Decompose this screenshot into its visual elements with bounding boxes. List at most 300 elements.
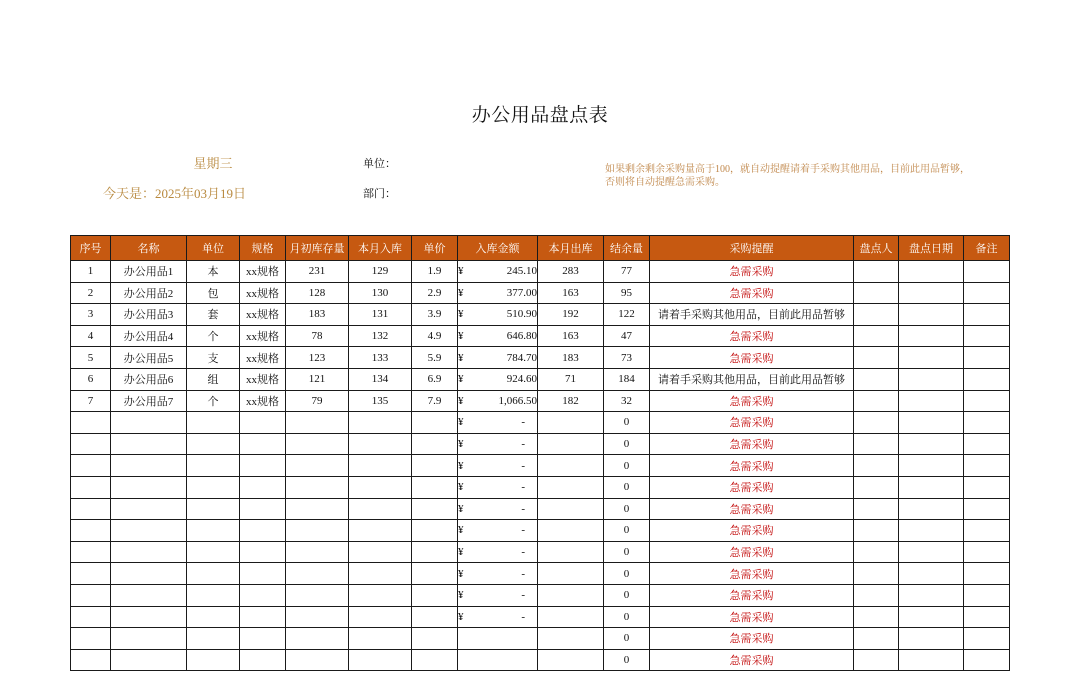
cell-no: 7 xyxy=(71,390,111,412)
amount-value: 510.90 xyxy=(506,308,537,321)
cell-inbound xyxy=(349,433,412,455)
cell-balance: 0 xyxy=(604,455,650,477)
cell-balance: 73 xyxy=(604,347,650,369)
department-label: 部门： xyxy=(363,188,396,200)
cell-inbound xyxy=(349,541,412,563)
cell-unit xyxy=(187,433,240,455)
cell-amount xyxy=(458,261,538,283)
cell-outbound: 163 xyxy=(538,325,604,347)
cell-remark xyxy=(964,455,1010,477)
header-check-date: 盘点日期 xyxy=(899,236,964,261)
cell-name xyxy=(111,628,187,650)
cell-outbound xyxy=(538,628,604,650)
table-row xyxy=(71,433,1010,455)
cell-reminder: 急需采购 xyxy=(650,433,854,455)
cell-opening-stock: 183 xyxy=(286,304,349,326)
cell-amount xyxy=(458,520,538,542)
cell-inbound: 129 xyxy=(349,261,412,283)
cell-unit-price: 2.9 xyxy=(412,282,458,304)
cell-inbound: 131 xyxy=(349,304,412,326)
cell-spec: xx规格 xyxy=(240,368,286,390)
cell-outbound xyxy=(538,455,604,477)
cell-outbound: 71 xyxy=(538,368,604,390)
cell-reminder: 急需采购 xyxy=(650,649,854,671)
cell-reminder: 急需采购 xyxy=(650,628,854,650)
cell-unit-price xyxy=(412,498,458,520)
cell-unit xyxy=(187,606,240,628)
cell-opening-stock xyxy=(286,455,349,477)
cell-inbound: 134 xyxy=(349,368,412,390)
cell-unit: 个 xyxy=(187,390,240,412)
table-row xyxy=(71,520,1010,542)
cell-inbound xyxy=(349,649,412,671)
cell-outbound: 163 xyxy=(538,282,604,304)
cell-unit-price xyxy=(412,455,458,477)
weekday-label: 星期三 xyxy=(193,156,233,171)
amount-value: - xyxy=(521,589,525,602)
header-no: 序号 xyxy=(71,236,111,261)
cell-remark xyxy=(964,563,1010,585)
header-opening-stock: 月初库存量 xyxy=(286,236,349,261)
cell-remark xyxy=(964,412,1010,434)
cell-opening-stock: 121 xyxy=(286,368,349,390)
cell-amount xyxy=(458,433,538,455)
cell-checker xyxy=(854,368,899,390)
cell-outbound: 182 xyxy=(538,390,604,412)
cell-opening-stock: 78 xyxy=(286,325,349,347)
cell-spec xyxy=(240,628,286,650)
cell-inbound xyxy=(349,520,412,542)
cell-balance: 0 xyxy=(604,412,650,434)
cell-unit: 包 xyxy=(187,282,240,304)
currency-symbol: ¥ xyxy=(458,394,464,407)
cell-check-date xyxy=(899,649,964,671)
cell-outbound xyxy=(538,563,604,585)
cell-inbound xyxy=(349,628,412,650)
cell-no xyxy=(71,498,111,520)
cell-opening-stock: 128 xyxy=(286,282,349,304)
currency-symbol: ¥ xyxy=(458,265,464,278)
cell-amount xyxy=(458,541,538,563)
header-spec: 规格 xyxy=(240,236,286,261)
table-row xyxy=(71,541,1010,563)
cell-remark xyxy=(964,390,1010,412)
cell-amount xyxy=(458,347,538,369)
cell-outbound: 192 xyxy=(538,304,604,326)
cell-reminder: 急需采购 xyxy=(650,476,854,498)
cell-outbound xyxy=(538,584,604,606)
cell-check-date xyxy=(899,412,964,434)
currency-symbol: ¥ xyxy=(458,524,464,537)
cell-reminder: 急需采购 xyxy=(650,347,854,369)
reminder-note-line: 如果剩余剩余采购量高于100，就自动提醒请着手采购其他用品，目前此用品暂够， xyxy=(605,164,970,175)
cell-spec xyxy=(240,584,286,606)
cell-no: 1 xyxy=(71,261,111,283)
cell-opening-stock xyxy=(286,606,349,628)
currency-symbol: ¥ xyxy=(458,330,464,343)
cell-reminder: 急需采购 xyxy=(650,563,854,585)
cell-remark xyxy=(964,433,1010,455)
cell-amount xyxy=(458,649,538,671)
cell-spec: xx规格 xyxy=(240,390,286,412)
cell-inbound xyxy=(349,412,412,434)
cell-amount xyxy=(458,304,538,326)
cell-unit xyxy=(187,584,240,606)
cell-remark xyxy=(964,282,1010,304)
cell-amount xyxy=(458,584,538,606)
header-outbound: 本月出库 xyxy=(538,236,604,261)
cell-amount xyxy=(458,368,538,390)
cell-no xyxy=(71,455,111,477)
cell-opening-stock xyxy=(286,520,349,542)
cell-unit: 支 xyxy=(187,347,240,369)
cell-check-date xyxy=(899,282,964,304)
cell-checker xyxy=(854,455,899,477)
cell-remark xyxy=(964,347,1010,369)
cell-check-date xyxy=(899,433,964,455)
cell-spec xyxy=(240,541,286,563)
amount-value: - xyxy=(521,524,525,537)
table-row xyxy=(71,563,1010,585)
cell-inbound: 132 xyxy=(349,325,412,347)
currency-symbol: ¥ xyxy=(458,286,464,299)
cell-outbound: 183 xyxy=(538,347,604,369)
cell-name xyxy=(111,498,187,520)
cell-reminder: 急需采购 xyxy=(650,261,854,283)
cell-balance: 47 xyxy=(604,325,650,347)
header-inbound: 本月入库 xyxy=(349,236,412,261)
cell-balance: 0 xyxy=(604,476,650,498)
header-amount: 入库金额 xyxy=(458,236,538,261)
cell-unit-price: 5.9 xyxy=(412,347,458,369)
cell-outbound xyxy=(538,412,604,434)
header-unit: 单位 xyxy=(187,236,240,261)
cell-spec xyxy=(240,606,286,628)
cell-no xyxy=(71,476,111,498)
cell-remark xyxy=(964,606,1010,628)
cell-checker xyxy=(854,282,899,304)
cell-name: 办公用品6 xyxy=(111,368,187,390)
cell-balance: 0 xyxy=(604,541,650,563)
currency-symbol: ¥ xyxy=(458,481,464,494)
cell-name xyxy=(111,455,187,477)
cell-spec: xx规格 xyxy=(240,347,286,369)
cell-no xyxy=(71,412,111,434)
cell-unit-price: 3.9 xyxy=(412,304,458,326)
cell-reminder: 急需采购 xyxy=(650,282,854,304)
table-row xyxy=(71,282,1010,304)
cell-checker xyxy=(854,304,899,326)
cell-inbound xyxy=(349,498,412,520)
cell-inbound: 133 xyxy=(349,347,412,369)
amount-value: - xyxy=(521,610,525,623)
cell-unit-price xyxy=(412,649,458,671)
cell-check-date xyxy=(899,498,964,520)
cell-balance: 95 xyxy=(604,282,650,304)
cell-no xyxy=(71,433,111,455)
cell-remark xyxy=(964,520,1010,542)
cell-inbound xyxy=(349,606,412,628)
cell-no xyxy=(71,584,111,606)
amount-value: 784.70 xyxy=(506,351,537,364)
cell-unit-price xyxy=(412,584,458,606)
cell-checker xyxy=(854,563,899,585)
cell-opening-stock: 79 xyxy=(286,390,349,412)
cell-unit-price: 4.9 xyxy=(412,325,458,347)
cell-unit-price xyxy=(412,476,458,498)
cell-no xyxy=(71,563,111,585)
cell-checker xyxy=(854,520,899,542)
cell-name: 办公用品1 xyxy=(111,261,187,283)
cell-balance: 0 xyxy=(604,520,650,542)
cell-balance: 184 xyxy=(604,368,650,390)
cell-opening-stock xyxy=(286,649,349,671)
amount-value: - xyxy=(521,416,525,429)
table-row xyxy=(71,261,1010,283)
cell-outbound xyxy=(538,541,604,563)
currency-symbol: ¥ xyxy=(458,416,464,429)
cell-check-date xyxy=(899,347,964,369)
currency-symbol: ¥ xyxy=(458,351,464,364)
cell-checker xyxy=(854,541,899,563)
cell-unit-price xyxy=(412,412,458,434)
cell-unit-price xyxy=(412,433,458,455)
amount-value: 646.80 xyxy=(506,330,537,343)
header-reminder: 采购提醒 xyxy=(650,236,854,261)
cell-unit: 套 xyxy=(187,304,240,326)
cell-amount xyxy=(458,498,538,520)
cell-name xyxy=(111,606,187,628)
cell-unit-price xyxy=(412,520,458,542)
cell-name: 办公用品5 xyxy=(111,347,187,369)
cell-unit-price: 6.9 xyxy=(412,368,458,390)
cell-reminder: 急需采购 xyxy=(650,541,854,563)
table-row xyxy=(71,584,1010,606)
cell-outbound xyxy=(538,476,604,498)
header-remark: 备注 xyxy=(964,236,1010,261)
cell-check-date xyxy=(899,304,964,326)
cell-balance: 0 xyxy=(604,433,650,455)
cell-unit xyxy=(187,455,240,477)
cell-no: 5 xyxy=(71,347,111,369)
currency-symbol: ¥ xyxy=(458,502,464,515)
cell-balance: 122 xyxy=(604,304,650,326)
cell-opening-stock: 231 xyxy=(286,261,349,283)
cell-name xyxy=(111,412,187,434)
cell-balance: 0 xyxy=(604,649,650,671)
amount-value: - xyxy=(521,481,525,494)
table-row xyxy=(71,628,1010,650)
cell-unit: 个 xyxy=(187,325,240,347)
cell-outbound xyxy=(538,498,604,520)
cell-reminder: 急需采购 xyxy=(650,325,854,347)
table-row xyxy=(71,390,1010,412)
cell-outbound xyxy=(538,649,604,671)
amount-value: - xyxy=(521,459,525,472)
inventory-table xyxy=(70,235,1010,671)
cell-outbound xyxy=(538,606,604,628)
amount-value: 1,066.50 xyxy=(498,394,537,407)
cell-balance: 0 xyxy=(604,628,650,650)
cell-unit-price xyxy=(412,541,458,563)
cell-checker xyxy=(854,261,899,283)
cell-no xyxy=(71,520,111,542)
currency-symbol: ¥ xyxy=(458,610,464,623)
cell-amount xyxy=(458,455,538,477)
table-row xyxy=(71,455,1010,477)
cell-check-date xyxy=(899,476,964,498)
cell-balance: 0 xyxy=(604,584,650,606)
amount-value: 377.00 xyxy=(506,286,537,299)
table-row xyxy=(71,347,1010,369)
cell-unit xyxy=(187,541,240,563)
cell-checker xyxy=(854,628,899,650)
cell-check-date xyxy=(899,325,964,347)
cell-opening-stock xyxy=(286,412,349,434)
table-header-row xyxy=(71,236,1010,261)
cell-name xyxy=(111,584,187,606)
cell-unit xyxy=(187,520,240,542)
cell-check-date xyxy=(899,455,964,477)
cell-opening-stock: 123 xyxy=(286,347,349,369)
cell-spec: xx规格 xyxy=(240,325,286,347)
cell-spec xyxy=(240,412,286,434)
cell-remark xyxy=(964,498,1010,520)
cell-check-date xyxy=(899,261,964,283)
cell-outbound xyxy=(538,520,604,542)
currency-symbol: ¥ xyxy=(458,589,464,602)
cell-name: 办公用品7 xyxy=(111,390,187,412)
cell-checker xyxy=(854,476,899,498)
cell-inbound: 135 xyxy=(349,390,412,412)
amount-value: - xyxy=(521,567,525,580)
today-date-label: 今天是：2025年03月19日 xyxy=(103,186,247,201)
cell-reminder: 急需采购 xyxy=(650,455,854,477)
cell-spec xyxy=(240,433,286,455)
cell-name xyxy=(111,541,187,563)
cell-unit-price xyxy=(412,563,458,585)
amount-value: - xyxy=(521,546,525,559)
cell-outbound: 283 xyxy=(538,261,604,283)
header-name: 名称 xyxy=(111,236,187,261)
cell-unit: 组 xyxy=(187,368,240,390)
cell-unit xyxy=(187,563,240,585)
cell-name xyxy=(111,563,187,585)
cell-reminder: 急需采购 xyxy=(650,606,854,628)
cell-opening-stock xyxy=(286,433,349,455)
cell-spec xyxy=(240,520,286,542)
cell-checker xyxy=(854,412,899,434)
cell-spec: xx规格 xyxy=(240,261,286,283)
currency-symbol: ¥ xyxy=(458,546,464,559)
cell-unit-price xyxy=(412,606,458,628)
cell-opening-stock xyxy=(286,498,349,520)
cell-check-date xyxy=(899,520,964,542)
table-body xyxy=(71,261,1010,671)
cell-checker xyxy=(854,325,899,347)
cell-check-date xyxy=(899,541,964,563)
cell-unit xyxy=(187,628,240,650)
cell-check-date xyxy=(899,606,964,628)
cell-amount xyxy=(458,282,538,304)
cell-name xyxy=(111,649,187,671)
cell-no: 2 xyxy=(71,282,111,304)
currency-symbol: ¥ xyxy=(458,308,464,321)
currency-symbol: ¥ xyxy=(458,373,464,386)
cell-amount xyxy=(458,390,538,412)
cell-inbound xyxy=(349,455,412,477)
cell-remark xyxy=(964,304,1010,326)
cell-opening-stock xyxy=(286,541,349,563)
cell-opening-stock xyxy=(286,563,349,585)
cell-remark xyxy=(964,261,1010,283)
table-row xyxy=(71,476,1010,498)
cell-reminder: 急需采购 xyxy=(650,584,854,606)
cell-balance: 0 xyxy=(604,563,650,585)
cell-outbound xyxy=(538,433,604,455)
cell-name xyxy=(111,433,187,455)
cell-unit-price: 7.9 xyxy=(412,390,458,412)
table-row xyxy=(71,325,1010,347)
currency-symbol: ¥ xyxy=(458,459,464,472)
cell-no xyxy=(71,541,111,563)
cell-spec xyxy=(240,649,286,671)
cell-unit-price xyxy=(412,628,458,650)
cell-unit xyxy=(187,498,240,520)
cell-inbound: 130 xyxy=(349,282,412,304)
cell-check-date xyxy=(899,584,964,606)
cell-check-date xyxy=(899,368,964,390)
cell-inbound xyxy=(349,476,412,498)
cell-spec xyxy=(240,455,286,477)
cell-reminder: 急需采购 xyxy=(650,412,854,434)
sheet-title: 办公用品盘点表 xyxy=(471,105,609,126)
cell-no xyxy=(71,628,111,650)
cell-spec: xx规格 xyxy=(240,282,286,304)
cell-balance: 32 xyxy=(604,390,650,412)
currency-symbol: ¥ xyxy=(458,438,464,451)
cell-balance: 0 xyxy=(604,606,650,628)
cell-spec xyxy=(240,476,286,498)
cell-no xyxy=(71,606,111,628)
cell-balance: 77 xyxy=(604,261,650,283)
cell-no: 3 xyxy=(71,304,111,326)
cell-name xyxy=(111,520,187,542)
cell-unit xyxy=(187,412,240,434)
cell-remark xyxy=(964,325,1010,347)
cell-name: 办公用品2 xyxy=(111,282,187,304)
unit-label: 单位： xyxy=(363,158,396,170)
table-row xyxy=(71,412,1010,434)
cell-remark xyxy=(964,584,1010,606)
amount-value: - xyxy=(521,438,525,451)
cell-checker xyxy=(854,649,899,671)
table-row xyxy=(71,498,1010,520)
cell-name xyxy=(111,476,187,498)
cell-checker xyxy=(854,498,899,520)
cell-spec: xx规格 xyxy=(240,304,286,326)
table-row xyxy=(71,304,1010,326)
cell-reminder: 请着手采购其他用品，目前此用品暂够 xyxy=(650,368,854,390)
cell-check-date xyxy=(899,563,964,585)
cell-checker xyxy=(854,433,899,455)
cell-name: 办公用品3 xyxy=(111,304,187,326)
cell-remark xyxy=(964,628,1010,650)
cell-checker xyxy=(854,606,899,628)
amount-value: 245.10 xyxy=(506,265,537,278)
cell-opening-stock xyxy=(286,476,349,498)
cell-remark xyxy=(964,476,1010,498)
